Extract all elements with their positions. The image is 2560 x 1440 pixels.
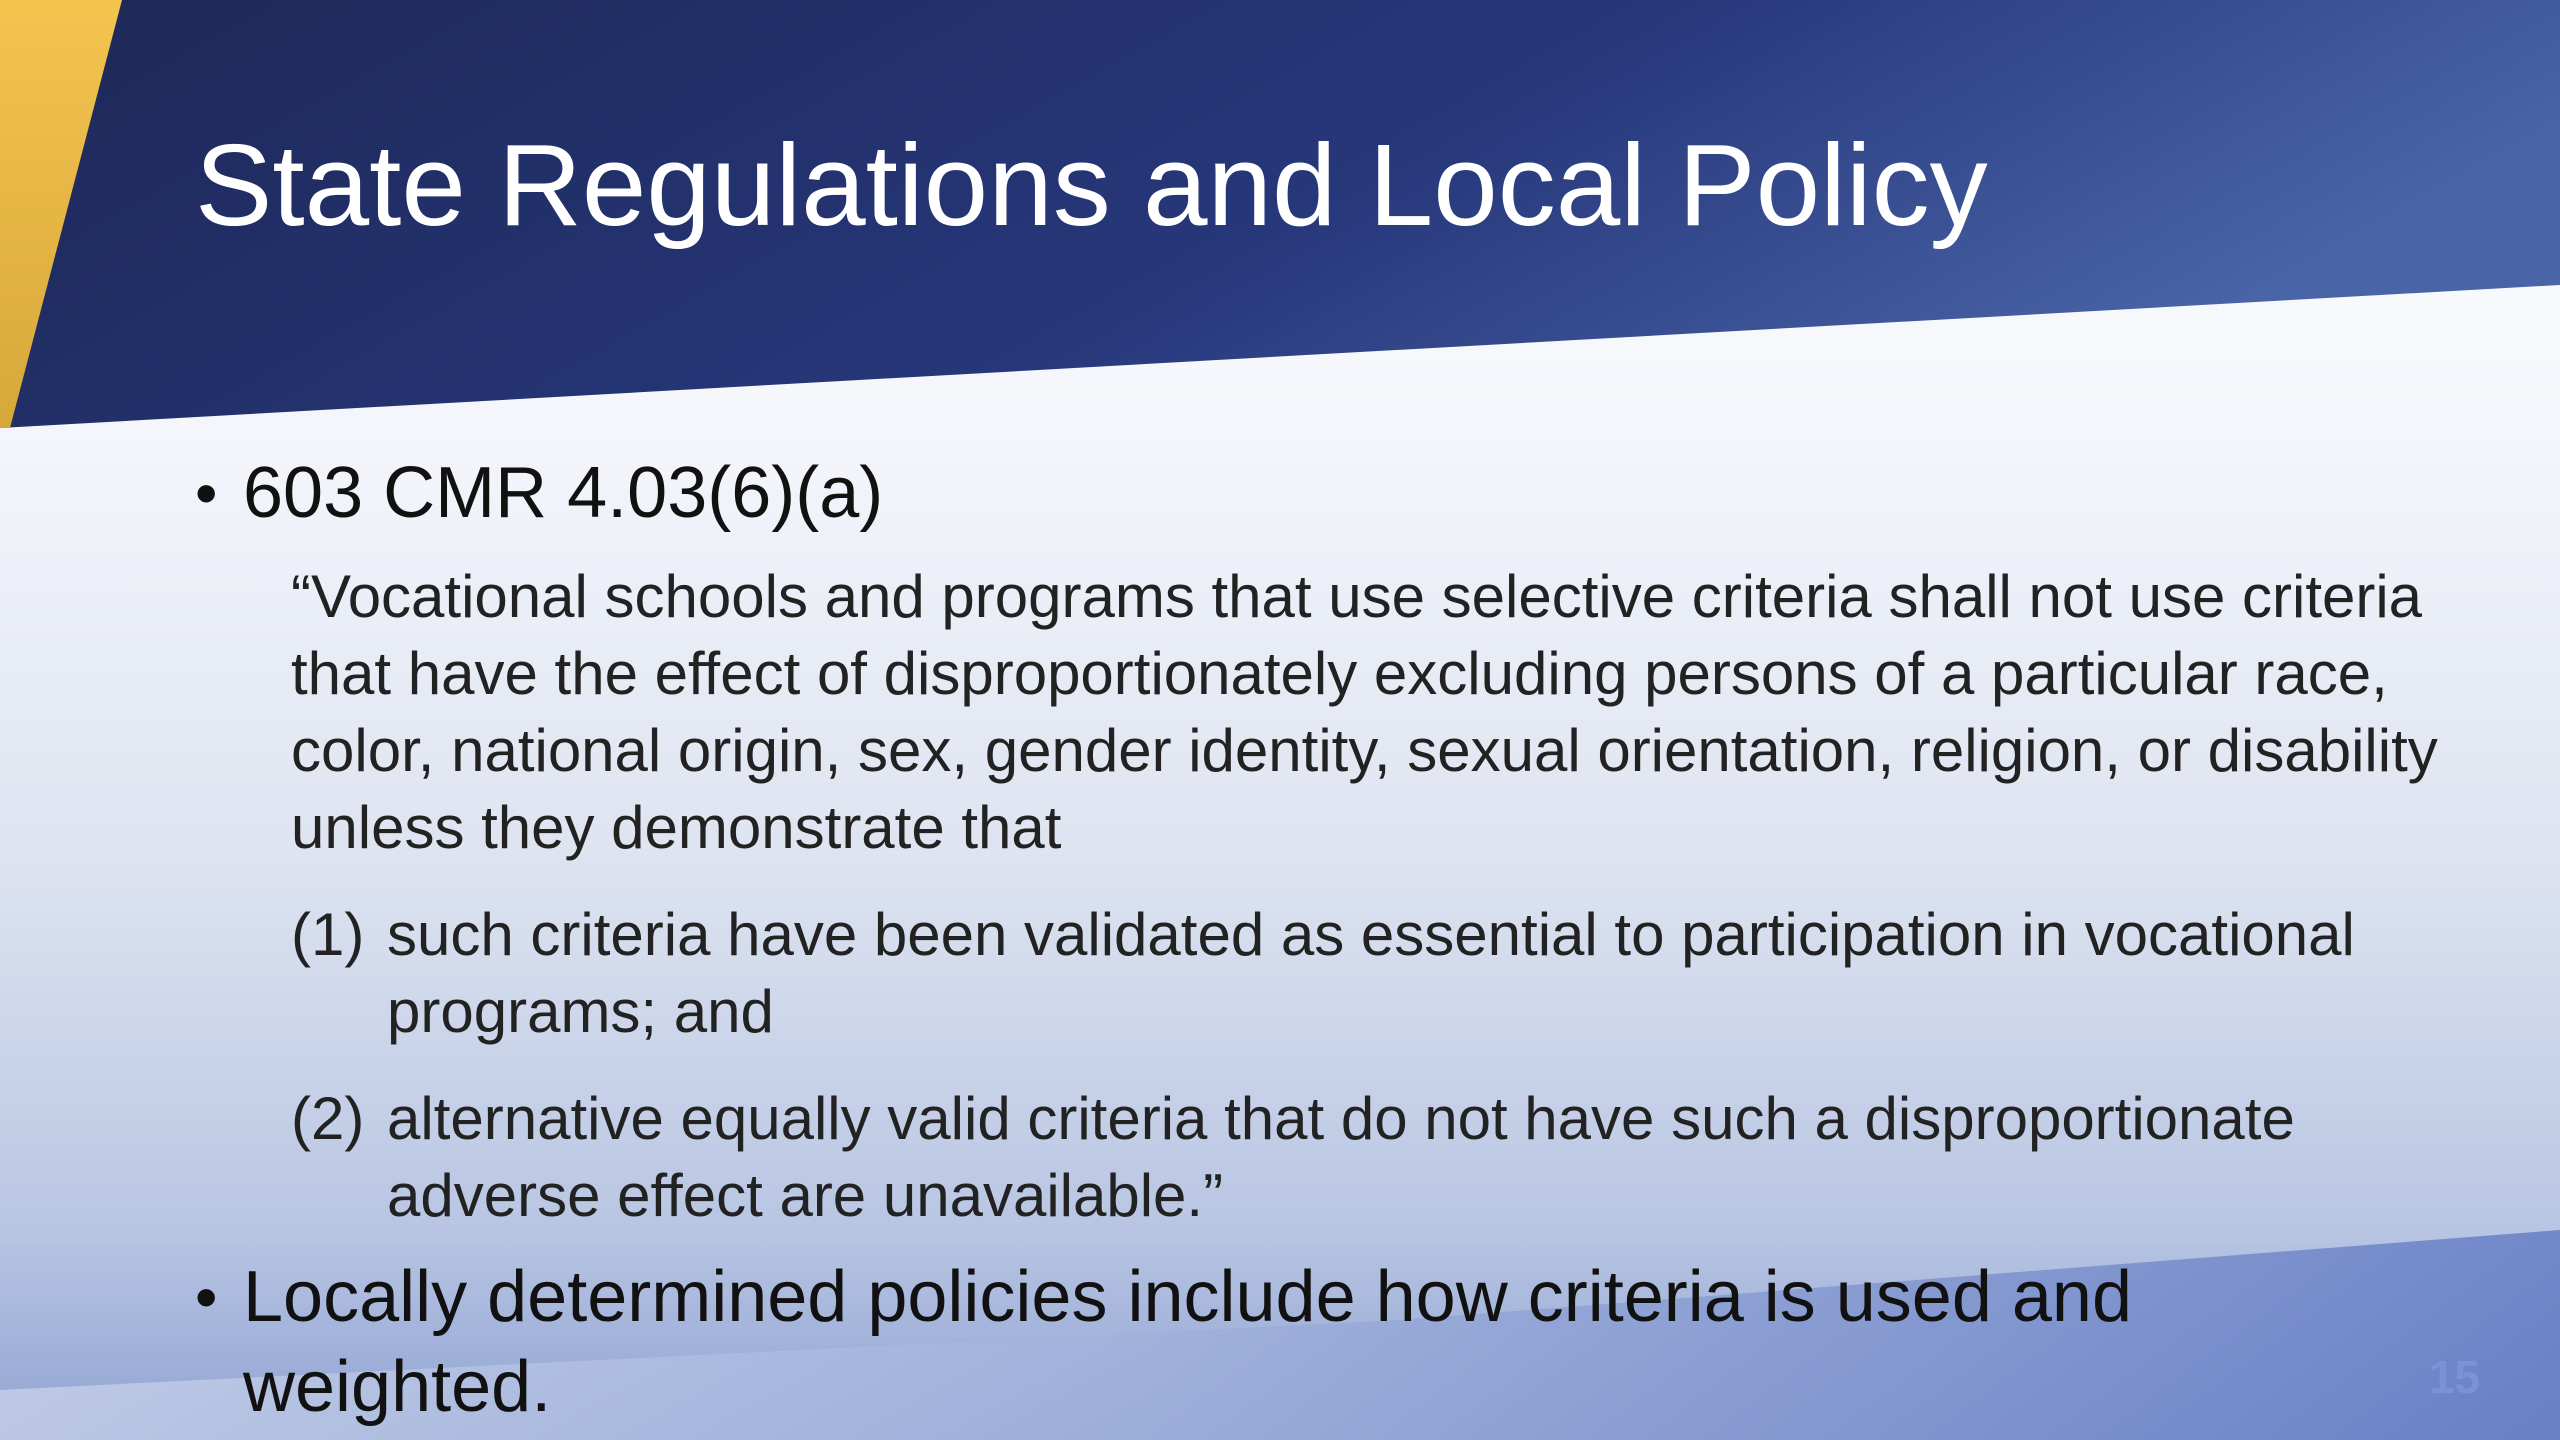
bullet-regulation <box>195 448 2445 538</box>
slide-title: State Regulations and Local Policy <box>195 120 1988 250</box>
slide-content <box>195 448 2445 1432</box>
bullet-text: Locally determined policies include how criteria is used and weighted. <box>243 1257 2133 1427</box>
bullet-text: 603 CMR 4.03(6)(a) <box>243 453 884 533</box>
bullet-local-policy <box>195 1252 2445 1432</box>
quote-item-2 <box>291 1080 2447 1234</box>
bullet-marker: • <box>195 457 218 529</box>
page-number: 15 <box>2428 1351 2480 1403</box>
regulation-quote: “Vocational schools and programs that use selective criteria shall not use criteria that have the effect of disproportionately excluding persons of a particular race, color, national origin, sex, gender identity, sexual orientation, religion, or disability unless they demonstrate that <box>291 563 2438 861</box>
item-text: such criteria have been validated as essential to participation in vocational programs; and <box>387 901 2355 1045</box>
quote-item-1 <box>291 896 2447 1050</box>
item-number: (1) <box>291 901 365 968</box>
item-number: (2) <box>291 1085 365 1152</box>
item-text: alternative equally valid criteria that do not have such a disproportionate adverse effect are unavailable.” <box>387 1085 2295 1229</box>
bullet-marker: • <box>195 1261 218 1333</box>
